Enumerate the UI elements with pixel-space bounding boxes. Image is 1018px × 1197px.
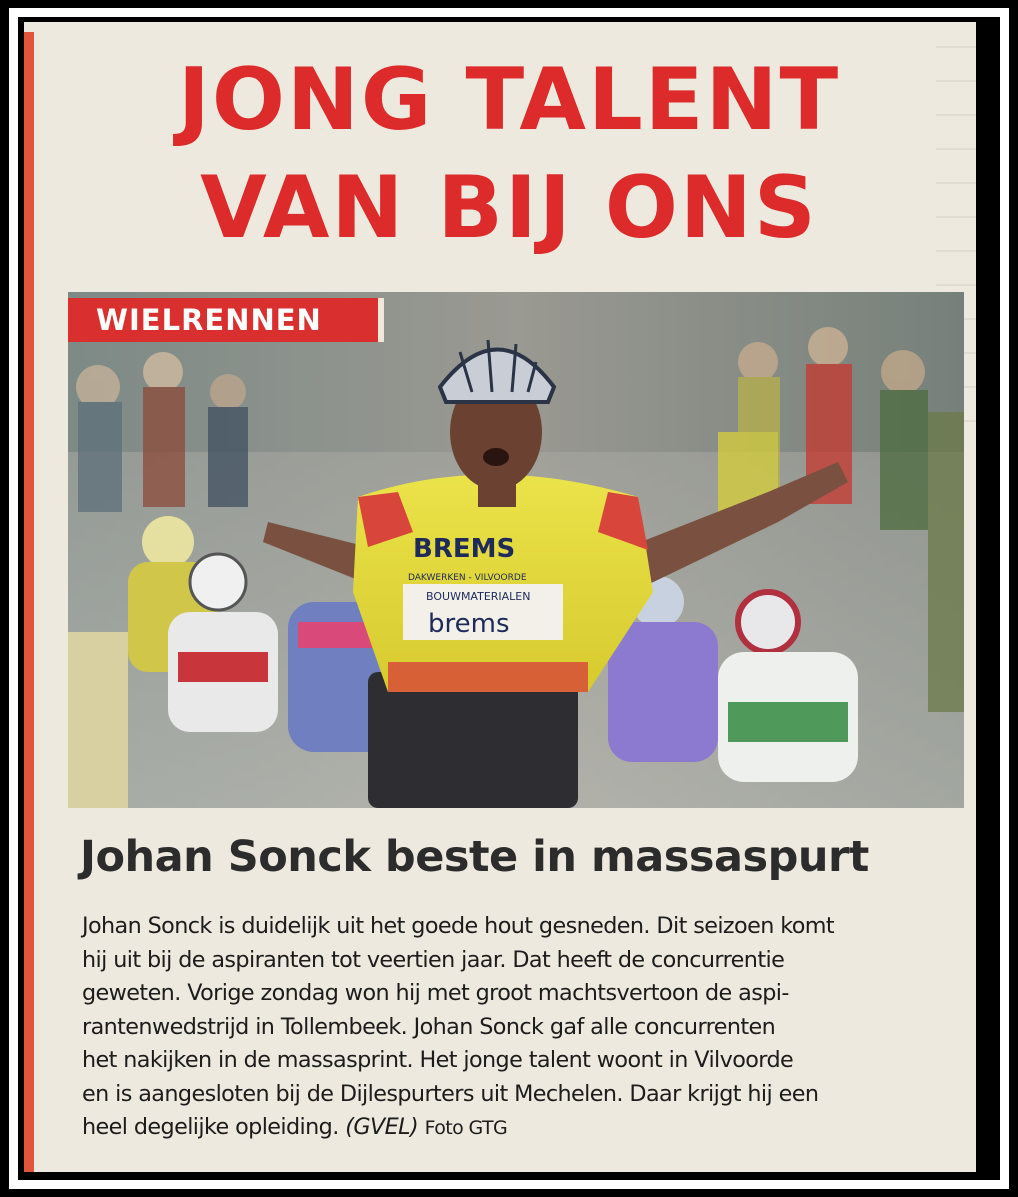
section-tag: WIELRENNEN	[68, 298, 384, 342]
article-subhead: Johan Sonck beste in massaspurt	[80, 832, 869, 882]
jersey-sponsor-logo: brems	[428, 609, 510, 639]
article-headline	[84, 46, 934, 262]
jersey-brand-sub: DAKWERKEN - VILVOORDE	[408, 573, 527, 583]
body-line-1: Johan Sonck is duidelijk uit het goede hout gesneden. Dit seizoen komt	[82, 913, 835, 939]
body-line-5: het nakijken in de massasprint. Het jonge talent woont in Vilvoorde	[82, 1047, 794, 1073]
jersey-brand-main: BREMS	[413, 534, 516, 564]
body-line-7-text: heel degelijke opleiding.	[82, 1114, 346, 1140]
body-line-2: hij uit bij de aspiranten tot veertien jaar. Dat heeft de concurrentie	[82, 946, 785, 973]
article-body	[82, 910, 976, 1146]
jersey-sponsor-line: BOUWMATERIALEN	[426, 590, 531, 603]
body-line-7	[82, 1111, 976, 1146]
body-line-4: rantenwedstrijd in Tollembeek. Johan Sonck gaf alle concurrenten	[82, 1013, 776, 1040]
headline-line-2: VAN BIJ ONS	[200, 158, 818, 258]
article-photo	[68, 292, 964, 808]
newspaper-clipping	[24, 22, 976, 1172]
headline-line-1: JONG TALENT	[177, 50, 841, 150]
red-margin-rule	[24, 32, 34, 1172]
photo-credit: Foto GTG	[424, 1117, 508, 1139]
cyclist-photo-illustration	[68, 292, 964, 808]
body-line-3: geweten. Vorige zondag won hij met groot machtsvertoon de aspi-	[82, 980, 789, 1006]
body-line-6: en is aangesloten bij de Dijlespurters uit Mechelen. Daar krijgt hij een	[82, 1080, 819, 1107]
article-author: (GVEL)	[345, 1114, 419, 1140]
